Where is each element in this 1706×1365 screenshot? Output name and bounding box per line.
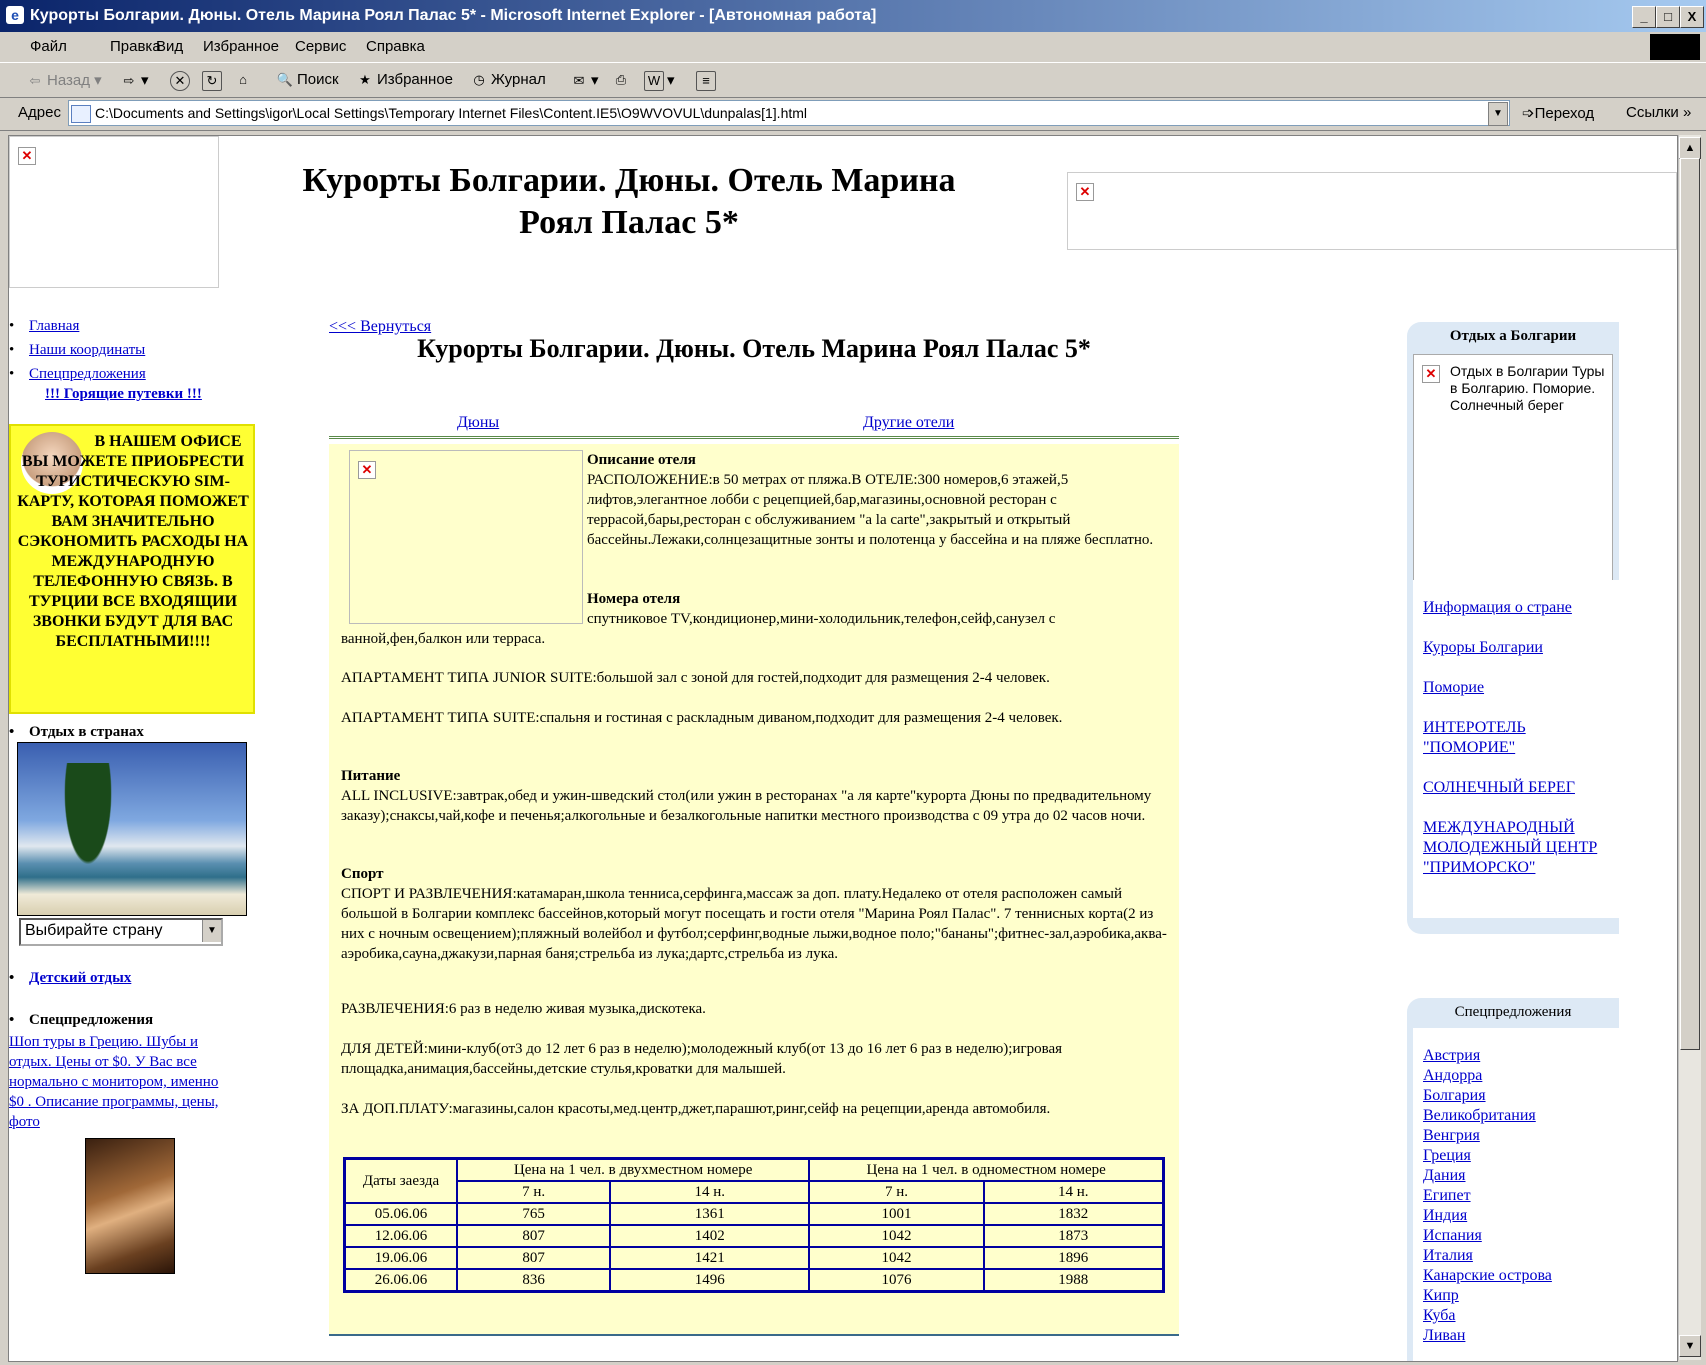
nav-contacts-link[interactable]: Наши координаты bbox=[29, 342, 146, 358]
cell-price: 1042 bbox=[809, 1247, 983, 1269]
link-primorsko[interactable]: МЕЖДУНАРОДНЫЙ МОЛОДЕЖНЫЙ ЦЕНТР "ПРИМОРСКО" bbox=[1423, 819, 1598, 876]
country-link[interactable]: Греция bbox=[1423, 1147, 1471, 1164]
cell-price: 1496 bbox=[610, 1269, 809, 1292]
hotel-photo-placeholder bbox=[349, 450, 583, 624]
links-button[interactable]: Ссылки » bbox=[1626, 104, 1692, 121]
menu-file[interactable]: Файл bbox=[30, 38, 67, 55]
word-icon: W bbox=[644, 71, 664, 91]
address-bar bbox=[0, 98, 1706, 131]
beach-photo bbox=[17, 742, 247, 916]
country-link[interactable]: Андорра bbox=[1423, 1067, 1483, 1084]
suite-text: АПАРТАМЕНТ ТИПА SUITE:спальня и гостиная с раскладным диваном,подходит для размещения 2-4 человек. bbox=[341, 710, 1063, 726]
table-subheader-row bbox=[345, 1181, 1164, 1203]
cell-price: 836 bbox=[457, 1269, 610, 1292]
broken-image-icon: ✕ bbox=[1076, 183, 1094, 201]
country-link[interactable]: Индия bbox=[1423, 1207, 1468, 1224]
extra-text: ЗА ДОП.ПЛАТУ:магазины,салон красоты,мед.центр,джет,парашют,ринг,сейф на рецепции,аренда автомобиля. bbox=[341, 1101, 1051, 1117]
vertical-scrollbar[interactable] bbox=[1678, 135, 1701, 1360]
history-button[interactable] bbox=[470, 71, 546, 89]
discuss-button[interactable] bbox=[696, 71, 719, 91]
sport-text: СПОРТ И РАЗВЛЕЧЕНИЯ:катамаран,школа тенниса,серфинга,массаж за доп. плату.Недалеко от отеля расположен самый большой в Болгарии комплекс бассейнов,который могут посещать и гости отеля "Марина Роял Палас". 7 теннисных корта(2 из них с ночным освещением);пляжный волейбол и футбол;серфинг,водные лыжи,водное поло;"бананы";фитнес-зал,аэробика,аква-аэробика,сауна,джакузи,парная баня;стрельба из лука;дартс,стрельба из лука. bbox=[341, 886, 1167, 962]
close-button[interactable]: X bbox=[1680, 6, 1704, 28]
rooms-text: спутниковое TV,кондиционер,мини-холодильник,телефон,сейф,санузел с ванной,фен,балкон или терраса. bbox=[341, 611, 1056, 647]
back-label: Назад bbox=[47, 72, 90, 89]
chevron-down-icon[interactable]: ▼ bbox=[202, 920, 221, 942]
col-double-14: 14 н. bbox=[610, 1181, 809, 1203]
cell-price: 1873 bbox=[984, 1225, 1164, 1247]
bulgaria-image-placeholder bbox=[1413, 354, 1613, 582]
menu-edit[interactable]: Правка bbox=[110, 38, 161, 55]
go-arrow-icon: ➩ bbox=[1522, 105, 1535, 122]
table-row bbox=[345, 1203, 1164, 1225]
country-link[interactable]: Венгрия bbox=[1423, 1127, 1480, 1144]
cell-price: 1361 bbox=[610, 1203, 809, 1225]
tab-dunes[interactable]: Дюны bbox=[457, 414, 500, 431]
address-label: Адрес bbox=[18, 104, 61, 121]
go-label: Переход bbox=[1534, 105, 1595, 122]
page-header-title: Курорты Болгарии. Дюны. Отель Марина Роял Палас 5* bbox=[302, 162, 956, 241]
country-link[interactable]: Болгария bbox=[1423, 1087, 1486, 1104]
bulgaria-image-alt: Отдых в Болгарии Туры в Болгарию. Поморие. Солнечный берег bbox=[1450, 363, 1605, 413]
ie-icon: e bbox=[6, 6, 24, 24]
table-row bbox=[345, 1269, 1164, 1292]
back-button[interactable]: ⇦ Назад ▾ bbox=[26, 71, 102, 90]
tabs-row bbox=[329, 414, 1179, 439]
col-single: Цена на 1 чел. в одноместном номере bbox=[809, 1159, 1163, 1182]
broken-image-icon: ✕ bbox=[1422, 365, 1440, 383]
hotel-content bbox=[329, 444, 1179, 1336]
cell-price: 1832 bbox=[984, 1203, 1164, 1225]
palm-tree bbox=[48, 763, 128, 913]
promo-text: В НАШЕМ ОФИСЕ ВЫ МОЖЕТЕ ПРИОБРЕСТИ ТУРИСТИЧЕСКУЮ SIM-КАРТУ, КОТОРАЯ ПОМОЖЕТ ВАМ ЗНАЧИТЕЛЬНО СЭКОНОМИТЬ РАСХОДЫ НА МЕЖДУНАРОДНУЮ ТЕЛЕФОННУЮ СВЯЗЬ. В ТУРЦИИ ВСЕ ВХОДЯЩИИ ЗВОНКИ БУДУТ ДЛЯ ВАС БЕСПЛАТНЫМИ!!!! bbox=[17, 433, 249, 650]
history-icon: ◷ bbox=[473, 72, 485, 88]
link-sunny-beach[interactable]: СОЛНЕЧНЫЙ БЕРЕГ bbox=[1423, 779, 1575, 796]
special-link-text[interactable]: Шоп туры в Грецию. Шубы и отдых. Цены от $0. У Вас все нормально с монитором, именно $0 . Описание программы, цены, фото bbox=[9, 1034, 219, 1130]
cell-price: 1988 bbox=[984, 1269, 1164, 1292]
desc-heading: Описание отеля bbox=[587, 452, 696, 468]
cell-price: 1402 bbox=[610, 1225, 809, 1247]
country-link[interactable]: Великобритания bbox=[1423, 1107, 1536, 1124]
nav-special-link[interactable]: Спецпредложения bbox=[29, 366, 146, 382]
food-heading: Питание bbox=[341, 768, 401, 784]
table-row bbox=[345, 1247, 1164, 1269]
banner-placeholder bbox=[1067, 172, 1677, 250]
toolbar bbox=[0, 63, 1706, 98]
broken-image-icon: ✕ bbox=[358, 461, 376, 479]
special-offers-list bbox=[1413, 1028, 1619, 1362]
nav-home-link[interactable]: Главная bbox=[29, 318, 80, 334]
mail-button[interactable]: ✉ ▾ bbox=[570, 71, 599, 90]
links-label: Ссылки bbox=[1626, 104, 1679, 121]
country-select[interactable] bbox=[19, 918, 223, 946]
special-label: • Спецпредложения bbox=[29, 1012, 153, 1029]
food-text: ALL INCLUSIVE:завтрак,обед и ужин-шведский стол(или ужин в ресторанах "а ля карте"курорта Дюны по предвадительному заказу);снаксы,чай,кофе и печенья;алкогольные и безалкогольные напитки местного производства с 09 утра до 02 часов ночи. bbox=[341, 788, 1152, 824]
page-icon bbox=[71, 105, 91, 123]
kids-link[interactable] bbox=[29, 970, 131, 987]
address-dropdown-button[interactable]: ▼ bbox=[1488, 102, 1508, 126]
special-link[interactable] bbox=[9, 1032, 231, 1132]
print-button[interactable] bbox=[612, 71, 633, 89]
cell-price: 1421 bbox=[610, 1247, 809, 1269]
history-label: Журнал bbox=[491, 71, 546, 88]
desc-text: РАСПОЛОЖЕНИЕ:в 50 метрах от пляжа.В ОТЕЛЕ:300 номеров,6 этажей,5 лифтов,элегантное лобби с рецепцией,бар,магазины,основной ресторан с террасой,бары,ресторан с обслуживанием "a la carte",закрытый и открытый бассейны.Лежаки,солнцезащитные зонты и полотенца у бассейна и на пляже бесплатно. bbox=[587, 472, 1154, 548]
address-value: C:\Documents and Settings\igor\Local Settings\Temporary Internet Files\Content.IE5\O9WVOVUL\dunpalas[1].html bbox=[95, 105, 808, 121]
cell-date: 19.06.06 bbox=[345, 1247, 458, 1269]
countries-label: • Отдых в странах bbox=[29, 724, 144, 741]
scroll-thumb[interactable] bbox=[1680, 158, 1700, 1050]
bulgaria-links bbox=[1413, 580, 1619, 918]
home-icon: ⌂ bbox=[239, 72, 247, 88]
fun-text: РАЗВЛЕЧЕНИЯ:6 раз в неделю живая музыка,дискотека. bbox=[341, 1001, 706, 1017]
cell-date: 12.06.06 bbox=[345, 1225, 458, 1247]
cell-price: 1042 bbox=[809, 1225, 983, 1247]
link-interhotel[interactable]: ИНТЕРОТЕЛЬ "ПОМОРИЕ" bbox=[1423, 719, 1526, 756]
cell-price: 1001 bbox=[809, 1203, 983, 1225]
window-title-bar[interactable] bbox=[0, 0, 1706, 32]
col-single-7: 7 н. bbox=[809, 1181, 983, 1203]
link-country-info[interactable]: Информация о стране bbox=[1423, 599, 1572, 616]
cell-price: 807 bbox=[457, 1247, 610, 1269]
menu-bar bbox=[0, 32, 1706, 63]
stop-button[interactable] bbox=[170, 71, 193, 91]
scroll-up-button[interactable]: ▲ bbox=[1679, 137, 1701, 159]
address-input[interactable] bbox=[68, 100, 1510, 126]
forward-button[interactable]: ⇨ ▾ bbox=[120, 71, 149, 90]
menu-tools[interactable]: Сервис bbox=[295, 38, 347, 55]
col-single-14: 14 н. bbox=[984, 1181, 1164, 1203]
link-resorts[interactable]: Куроры Болгарии bbox=[1423, 639, 1543, 656]
country-link[interactable]: Испания bbox=[1423, 1227, 1482, 1244]
forward-arrow-icon: ⇨ bbox=[123, 73, 135, 89]
menu-favorites[interactable]: Избранное bbox=[203, 38, 280, 55]
search-label: Поиск bbox=[297, 71, 339, 88]
maximize-button[interactable]: □ bbox=[1656, 6, 1680, 28]
go-button[interactable] bbox=[1522, 104, 1594, 122]
stop-icon: ✕ bbox=[170, 71, 190, 91]
special-offers-box bbox=[1407, 998, 1619, 1362]
tab-other-hotels[interactable]: Другие отели bbox=[863, 414, 955, 431]
windows-logo-icon bbox=[1650, 34, 1700, 60]
country-link[interactable]: Египет bbox=[1423, 1187, 1471, 1204]
favorites-icon: ★ bbox=[359, 72, 371, 88]
menu-help[interactable]: Справка bbox=[366, 38, 425, 55]
rooms-heading: Номера отеля bbox=[587, 591, 681, 607]
nav-contacts[interactable] bbox=[29, 342, 145, 359]
cell-price: 1896 bbox=[984, 1247, 1164, 1269]
table-row bbox=[345, 1225, 1164, 1247]
cell-date: 26.06.06 bbox=[345, 1269, 458, 1292]
hot-tours-text[interactable]: !!! Горящие путевки !!! bbox=[45, 386, 202, 402]
kids-link-text[interactable]: Детский отдых bbox=[29, 970, 132, 986]
country-link[interactable]: Куба bbox=[1423, 1307, 1456, 1324]
sport-heading: Спорт bbox=[341, 866, 384, 882]
nav-home[interactable] bbox=[29, 318, 79, 335]
junior-suite-text: АПАРТАМЕНТ ТИПА JUNIOR SUITE:большой зал с зоной для гостей,подходит для размещения 2-4 человек. bbox=[341, 670, 1050, 686]
bulgaria-box-title: Отдых а Болгарии bbox=[1449, 328, 1577, 344]
hot-tours-link[interactable] bbox=[45, 386, 202, 403]
kids-text: ДЛЯ ДЕТЕЙ:мини-клуб(от3 до 12 лет 6 раз в неделю);молодежный клуб(от 13 до 16 лет 6 раз в неделю);игровая площадка,анимация,бассейны,детские стулья,кроватки для малышей. bbox=[341, 1041, 1063, 1077]
col-double-7: 7 н. bbox=[457, 1181, 610, 1203]
country-link[interactable]: Кипр bbox=[1423, 1287, 1459, 1304]
refresh-button[interactable] bbox=[202, 71, 225, 91]
country-link[interactable]: Ливан bbox=[1423, 1327, 1466, 1344]
nav-special[interactable] bbox=[29, 366, 146, 383]
special-offers-title: Спецпредложения bbox=[1454, 1004, 1572, 1020]
print-icon: ⎙ bbox=[615, 72, 627, 88]
page-viewport bbox=[8, 135, 1678, 1362]
menu-view[interactable]: Вид bbox=[156, 38, 184, 55]
cell-price: 807 bbox=[457, 1225, 610, 1247]
home-button[interactable] bbox=[234, 71, 255, 89]
fur-coat-photo bbox=[85, 1138, 175, 1274]
refresh-icon: ↻ bbox=[202, 71, 222, 91]
minimize-button[interactable]: _ bbox=[1632, 6, 1656, 28]
search-button[interactable] bbox=[276, 71, 339, 89]
discuss-icon: ≡ bbox=[696, 71, 716, 91]
back-arrow-icon: ⇦ bbox=[29, 73, 41, 89]
country-link[interactable]: Дания bbox=[1423, 1167, 1466, 1184]
edit-button[interactable]: W ▾ bbox=[644, 71, 675, 91]
promo-box bbox=[9, 424, 255, 714]
country-link[interactable]: Австрия bbox=[1423, 1047, 1481, 1064]
country-select-value: Выбирайте страну bbox=[25, 922, 163, 939]
mail-icon: ✉ bbox=[573, 73, 585, 89]
scroll-down-button[interactable]: ▼ bbox=[1679, 1335, 1701, 1357]
col-dates: Даты заезда bbox=[345, 1159, 458, 1204]
cell-price: 765 bbox=[457, 1203, 610, 1225]
favorites-label: Избранное bbox=[377, 71, 454, 88]
country-link[interactable]: Италия bbox=[1423, 1247, 1473, 1264]
back-link-text[interactable]: <<< Вернуться bbox=[329, 318, 432, 335]
window-title: Курорты Болгарии. Дюны. Отель Марина Роял Палас 5* - Microsoft Internet Explorer - [Автономная работа] bbox=[30, 7, 877, 24]
link-pomorie[interactable]: Поморие bbox=[1423, 679, 1485, 696]
cell-date: 05.06.06 bbox=[345, 1203, 458, 1225]
main-title: Курорты Болгарии. Дюны. Отель Марина Роял Палас 5* bbox=[417, 334, 1091, 363]
country-link[interactable]: Канарские острова bbox=[1423, 1267, 1552, 1284]
broken-image-icon: ✕ bbox=[18, 147, 36, 165]
cell-price: 1076 bbox=[809, 1269, 983, 1292]
price-table bbox=[343, 1157, 1165, 1293]
bulgaria-box bbox=[1407, 322, 1619, 934]
favorites-button[interactable] bbox=[356, 71, 453, 89]
table-header-row bbox=[345, 1159, 1164, 1182]
col-double: Цена на 1 чел. в двухместном номере bbox=[457, 1159, 809, 1182]
search-icon: 🔍 bbox=[276, 72, 294, 88]
logo-placeholder bbox=[9, 136, 219, 288]
